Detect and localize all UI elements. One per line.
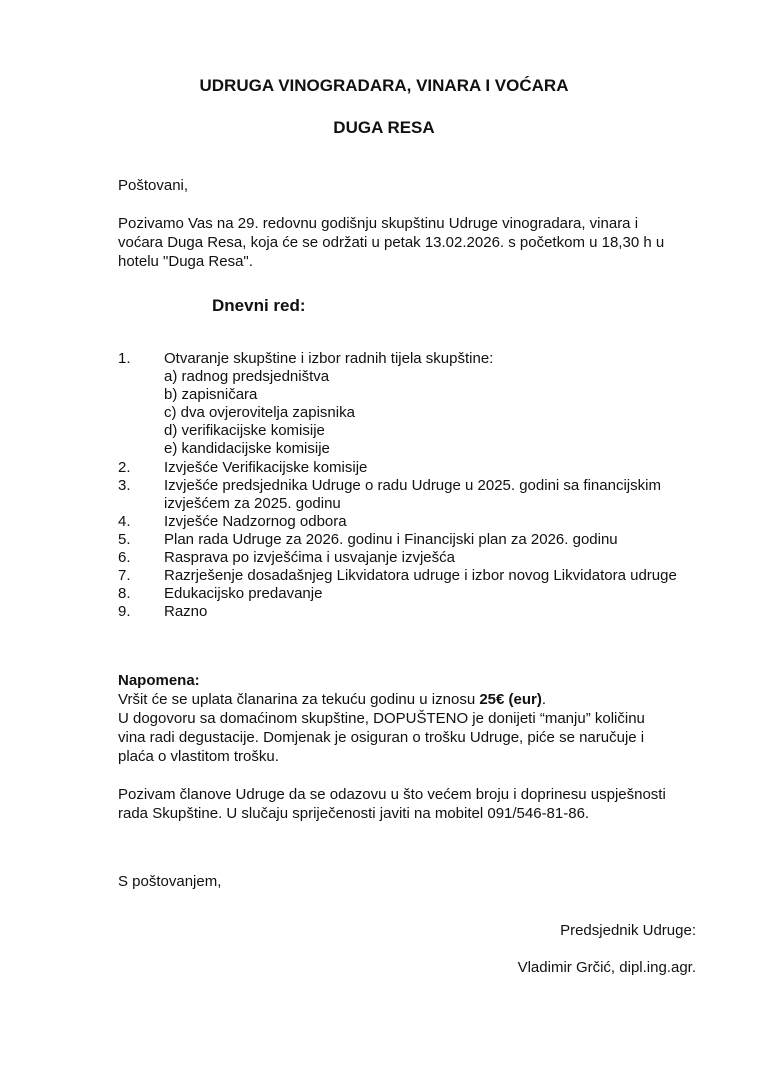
agenda-subitem: e) kandidacijske komisije bbox=[164, 440, 330, 458]
closing: S poštovanjem, bbox=[118, 873, 222, 890]
note-section bbox=[118, 671, 645, 766]
agenda-heading: Dnevni red: bbox=[212, 296, 306, 315]
agenda-item-number: 8. bbox=[118, 585, 131, 603]
fee-line-prefix: Vršit će se uplata članarina za tekuću godinu u iznosu bbox=[118, 691, 480, 708]
agenda-item-number: 2. bbox=[118, 458, 131, 476]
agenda-item-text: Rasprava po izvješćima i usvajanje izvješća bbox=[164, 549, 455, 567]
agenda-item-text: Izvješće predsjednika Udruge o radu Udruge u 2025. godini sa financijskim bbox=[164, 476, 661, 494]
agenda-subitem: c) dva ovjerovitelja zapisnika bbox=[164, 404, 355, 422]
fee-amount: 25€ (eur) bbox=[479, 691, 542, 708]
agenda-item-number: 9. bbox=[118, 603, 131, 621]
fee-line-suffix: . bbox=[541, 691, 547, 708]
agenda-item bbox=[118, 585, 677, 603]
fee-line bbox=[118, 690, 645, 709]
agenda-item bbox=[118, 513, 677, 531]
appeal-paragraph bbox=[118, 785, 666, 823]
agenda-item bbox=[118, 567, 677, 585]
note-heading: Napomena: bbox=[118, 672, 200, 689]
agenda-item bbox=[118, 549, 677, 567]
agenda-list bbox=[118, 350, 677, 621]
agenda-item-number: 4. bbox=[118, 512, 131, 530]
agenda-item-text: Izvješće Verifikacijske komisije bbox=[164, 458, 368, 476]
agenda-item-number: 5. bbox=[118, 530, 131, 548]
agenda-item-text: Razrješenje dosadašnjeg Likvidatora udruge i izbor novog Likvidatora udruge bbox=[164, 567, 677, 585]
organization-title: UDRUGA VINOGRADARA, VINARA I VOĆARA bbox=[199, 76, 569, 95]
agenda-item-number: 3. bbox=[118, 476, 131, 494]
invitation-line: voćara Duga Resa, koja će se održati u petak 13.02.2026. s početkom u 18,30 h u bbox=[118, 234, 665, 251]
agenda-item-text: Razno bbox=[164, 603, 208, 621]
agenda-item-text: Izvješće Nadzornog odbora bbox=[164, 512, 347, 530]
appeal-line: rada Skupštine. U slučaju spriječenosti javiti na mobitel 091/546-81-86. bbox=[118, 805, 590, 822]
signature-name: Vladimir Grčić, dipl.ing.agr. bbox=[517, 959, 696, 976]
agenda-item-continuation: izvješćem za 2025. godinu bbox=[164, 494, 341, 512]
agenda-item-text: Plan rada Udruge za 2026. godinu i Financijski plan za 2026. godinu bbox=[164, 530, 618, 548]
note-line: U dogovoru sa domaćinom skupštine, DOPUŠTENO je donijeti “manju” količinu bbox=[118, 710, 645, 727]
agenda-item-number: 7. bbox=[118, 567, 131, 585]
agenda-item bbox=[118, 531, 677, 549]
note-line: vina radi degustacije. Domjenak je osiguran o trošku Udruge, piće se naručuje i bbox=[118, 729, 645, 746]
agenda-item bbox=[118, 477, 677, 495]
agenda-subitem: d) verifikacijske komisije bbox=[164, 422, 325, 440]
agenda-subitem: a) radnog predsjedništva bbox=[164, 368, 330, 386]
agenda-item bbox=[118, 603, 677, 621]
agenda-subitem: b) zapisničara bbox=[164, 386, 258, 404]
appeal-line: Pozivam članove Udruge da se odazovu u što većem broju i doprinesu uspješnosti bbox=[118, 786, 666, 803]
greeting: Poštovani, bbox=[118, 177, 189, 194]
invitation-line: Pozivamo Vas na 29. redovnu godišnju skupštinu Udruge vinogradara, vinara i bbox=[118, 215, 639, 232]
agenda-item bbox=[118, 459, 677, 477]
organization-location: DUGA RESA bbox=[333, 118, 435, 137]
agenda-item bbox=[118, 350, 677, 368]
invitation-line: hotelu "Duga Resa". bbox=[118, 253, 253, 270]
note-line: plaća o vlastitom trošku. bbox=[118, 748, 279, 765]
agenda-item-text: Otvaranje skupštine i izbor radnih tijela skupštine: bbox=[164, 350, 494, 367]
invitation-paragraph bbox=[118, 214, 664, 271]
agenda-item-number: 6. bbox=[118, 549, 131, 567]
signature-role: Predsjednik Udruge: bbox=[560, 922, 696, 939]
agenda-item-number: 1. bbox=[118, 350, 131, 367]
agenda-item-text: Edukacijsko predavanje bbox=[164, 585, 323, 603]
